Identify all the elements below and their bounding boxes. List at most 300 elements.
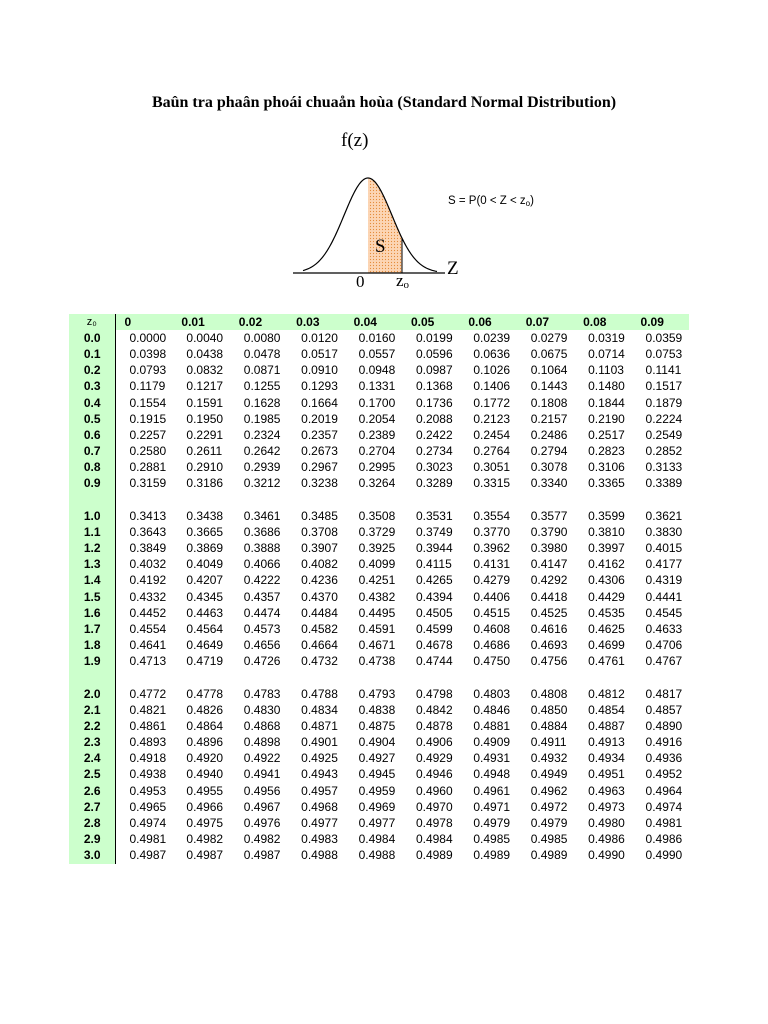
probability-cell: 0.4591: [358, 621, 396, 636]
probability-cell: 0.4896: [186, 735, 224, 750]
probability-cell: 0.4946: [415, 767, 453, 782]
probability-cell: 0.2054: [358, 411, 396, 426]
probability-cell: 0.4236: [301, 573, 338, 588]
probability-cell: 0.4893: [129, 735, 167, 750]
probability-cell: 0.4545: [645, 605, 683, 620]
table-row: [69, 702, 689, 718]
probability-cell: 0.4251: [358, 573, 396, 588]
probability-cell: 0.4951: [588, 767, 625, 782]
probability-cell: 0.0987: [415, 363, 453, 378]
probability-cell: 0.3340: [530, 476, 568, 491]
probability-cell: 0.4846: [473, 702, 511, 717]
probability-cell: 0.4573: [243, 621, 281, 636]
probability-cell: 0.0160: [358, 330, 396, 345]
probability-cell: 0.3315: [473, 476, 511, 491]
probability-cell: 0.4821: [129, 702, 167, 717]
probability-cell: 0.4971: [473, 799, 511, 814]
probability-cell: 0.4956: [243, 783, 281, 798]
probability-cell: 0.3365: [588, 476, 625, 491]
probability-cell: 0.4564: [186, 621, 224, 636]
row-z-value: 2.1: [69, 702, 115, 718]
probability-cell: 0.4972: [530, 799, 568, 814]
probability-cell: 0.4913: [588, 735, 625, 750]
row-z-value: 0.9: [69, 476, 115, 492]
probability-cell: 0.4744: [415, 654, 453, 669]
probability-cell: 0.1628: [243, 395, 281, 410]
table-row: [69, 654, 689, 670]
table-row: [69, 686, 689, 702]
probability-cell: 0.4943: [301, 767, 338, 782]
probability-cell: 0.2088: [415, 411, 453, 426]
probability-cell: 0.4976: [243, 816, 281, 831]
row-z-value: 1.8: [69, 638, 115, 654]
table-row: [69, 848, 689, 864]
table-row: [69, 476, 689, 492]
probability-formula: S = P(0 < Z < zo): [448, 195, 534, 208]
probability-cell: 0.4830: [243, 702, 281, 717]
normal-distribution-figure: [0, 0, 768, 300]
probability-cell: 0.4989: [473, 848, 511, 863]
probability-cell: 0.4778: [186, 686, 224, 701]
probability-cell: 0.2291: [186, 427, 224, 442]
probability-cell: 0.3461: [243, 508, 281, 523]
probability-cell: 0.4608: [473, 621, 511, 636]
probability-cell: 0.4429: [588, 589, 625, 604]
row-z-value: 2.5: [69, 767, 115, 783]
probability-cell: 0.4920: [186, 751, 224, 766]
probability-cell: 0.3790: [530, 524, 568, 539]
probability-cell: 0.1293: [301, 379, 338, 394]
probability-cell: 0.4884: [530, 718, 568, 733]
probability-cell: 0.4382: [358, 589, 396, 604]
table-row: [69, 767, 689, 783]
probability-cell: 0.4394: [415, 589, 453, 604]
spacer-cell: [69, 670, 115, 686]
row-z-value: 2.4: [69, 751, 115, 767]
probability-cell: 0.4115: [415, 557, 452, 572]
probability-cell: 0.3621: [645, 508, 683, 523]
probability-cell: 0.4265: [415, 573, 453, 588]
probability-cell: 0.0359: [645, 330, 683, 345]
probability-cell: 0.4842: [415, 702, 453, 717]
probability-cell: 0.4953: [129, 783, 167, 798]
probability-cell: 0.3186: [186, 476, 224, 491]
probability-cell: 0.4982: [243, 832, 281, 847]
probability-cell: 0.1368: [415, 379, 453, 394]
probability-cell: 0.1217: [186, 379, 224, 394]
probability-cell: 0.1664: [301, 395, 338, 410]
probability-cell: 0.4861: [129, 718, 167, 733]
column-header: 0.06: [468, 314, 492, 329]
probability-cell: 0.4986: [588, 832, 625, 847]
table-row: [69, 508, 689, 524]
probability-cell: 0.3925: [358, 541, 396, 556]
probability-cell: 0.4965: [129, 799, 167, 814]
probability-cell: 0.4940: [186, 767, 224, 782]
probability-cell: 0.4955: [186, 783, 224, 798]
probability-cell: 0.4881: [473, 718, 511, 733]
probability-cell: 0.4904: [358, 735, 396, 750]
probability-cell: 0.0239: [473, 330, 511, 345]
probability-cell: 0.3212: [243, 476, 281, 491]
probability-cell: 0.4987: [129, 848, 167, 863]
probability-cell: 0.4981: [129, 832, 167, 847]
probability-cell: 0.0040: [186, 330, 224, 345]
probability-cell: 0.2549: [645, 427, 683, 442]
probability-cell: 0.3289: [415, 476, 453, 491]
probability-cell: 0.4726: [243, 654, 281, 669]
probability-cell: 0.3106: [588, 460, 625, 475]
probability-cell: 0.4803: [473, 686, 511, 701]
probability-cell: 0.4952: [645, 767, 683, 782]
probability-cell: 0.4977: [301, 816, 338, 831]
probability-cell: 0.3051: [473, 460, 511, 475]
probability-cell: 0.3810: [588, 524, 625, 539]
probability-cell: 0.2157: [530, 411, 568, 426]
table-row: [69, 444, 689, 460]
z0-column-header: z₀: [69, 314, 115, 330]
probability-cell: 0.4834: [301, 702, 338, 717]
probability-cell: 0.4948: [473, 767, 511, 782]
probability-cell: 0.4911: [530, 735, 567, 750]
probability-cell: 0.4463: [186, 605, 224, 620]
probability-cell: 0.4988: [358, 848, 396, 863]
probability-cell: 0.2704: [358, 444, 396, 459]
probability-cell: 0.2823: [588, 444, 625, 459]
probability-cell: 0.4918: [129, 751, 167, 766]
probability-cell: 0.2019: [301, 411, 338, 426]
probability-cell: 0.1915: [129, 411, 167, 426]
probability-cell: 0.4649: [186, 638, 224, 653]
column-header: 0.03: [296, 314, 320, 329]
probability-cell: 0.3997: [588, 541, 625, 556]
probability-cell: 0.4370: [301, 589, 338, 604]
probability-cell: 0.4973: [588, 799, 625, 814]
probability-cell: 0.4625: [588, 621, 625, 636]
probability-cell: 0.4967: [243, 799, 281, 814]
probability-cell: 0.0517: [301, 346, 338, 361]
row-z-value: 1.1: [69, 524, 115, 540]
spacer-cell: [115, 670, 689, 686]
probability-cell: 0.4990: [645, 848, 683, 863]
probability-cell: 0.3577: [530, 508, 568, 523]
probability-cell: 0.4441: [645, 589, 683, 604]
table-row: [69, 589, 689, 605]
probability-cell: 0.4032: [129, 557, 167, 572]
probability-cell: 0.0910: [301, 363, 338, 378]
probability-cell: 0.4699: [588, 638, 625, 653]
probability-cell: 0.4887: [588, 718, 625, 733]
probability-cell: 0.4306: [588, 573, 625, 588]
probability-cell: 0.4878: [415, 718, 453, 733]
probability-cell: 0.4671: [358, 638, 396, 653]
probability-cell: 0.3749: [415, 524, 453, 539]
table-row: [69, 379, 689, 395]
probability-cell: 0.4901: [301, 735, 338, 750]
probability-cell: 0.4909: [473, 735, 511, 750]
probability-cell: 0.4969: [358, 799, 396, 814]
probability-cell: 0.0793: [129, 363, 167, 378]
probability-cell: 0.4875: [358, 718, 396, 733]
row-z-value: 1.0: [69, 508, 115, 524]
probability-cell: 0.4808: [530, 686, 568, 701]
column-header: 0: [124, 314, 132, 329]
probability-cell: 0.2995: [358, 460, 396, 475]
row-z-value: 1.9: [69, 654, 115, 670]
probability-cell: 0.1480: [588, 379, 625, 394]
probability-cell: 0.2881: [129, 460, 167, 475]
row-z-value: 1.2: [69, 540, 115, 556]
probability-cell: 0.4664: [301, 638, 338, 653]
probability-cell: 0.3264: [358, 476, 396, 491]
probability-cell: 0.4474: [243, 605, 281, 620]
probability-cell: 0.4192: [129, 573, 167, 588]
column-header: 0.07: [525, 314, 550, 329]
probability-cell: 0.4970: [415, 799, 453, 814]
column-header: 0.04: [353, 314, 377, 329]
probability-cell: 0.2257: [129, 427, 167, 442]
table-row: [69, 718, 689, 734]
column-header: 0.02: [238, 314, 263, 329]
probability-cell: 0.4941: [243, 767, 281, 782]
probability-cell: 0.4207: [186, 573, 224, 588]
probability-cell: 0.4793: [358, 686, 396, 701]
probability-cell: 0.4978: [415, 816, 453, 831]
table-row: [69, 638, 689, 654]
row-z-value: 0.7: [69, 444, 115, 460]
probability-cell: 0.4964: [645, 783, 683, 798]
table-row: [69, 557, 689, 573]
probability-cell: 0.3708: [301, 524, 338, 539]
probability-cell: 0.4147: [530, 557, 568, 572]
probability-cell: 0.2910: [186, 460, 224, 475]
probability-cell: 0.0636: [473, 346, 511, 361]
probability-cell: 0.1026: [473, 363, 511, 378]
probability-cell: 0.4049: [186, 557, 224, 572]
probability-cell: 0.1879: [645, 395, 683, 410]
probability-cell: 0.0557: [358, 346, 396, 361]
probability-cell: 0.4222: [243, 573, 281, 588]
probability-cell: 0.3508: [358, 508, 396, 523]
probability-cell: 0.4985: [530, 832, 568, 847]
table-row: [69, 363, 689, 379]
probability-cell: 0.0199: [415, 330, 453, 345]
probability-cell: 0.4890: [645, 718, 683, 733]
probability-cell: 0.4750: [473, 654, 511, 669]
page-title: Baûn tra phaân phoái chuaån hoùa (Standard Normal Distribution): [151, 94, 617, 111]
probability-cell: 0.4979: [530, 816, 568, 831]
probability-cell: 0.3238: [301, 476, 338, 491]
probability-cell: 0.0000: [129, 330, 167, 345]
probability-cell: 0.4961: [473, 783, 511, 798]
probability-cell: 0.2422: [415, 427, 453, 442]
probability-cell: 0.4357: [243, 589, 281, 604]
probability-cell: 0.2852: [645, 444, 683, 459]
probability-cell: 0.3962: [473, 541, 511, 556]
probability-cell: 0.0080: [243, 330, 281, 345]
probability-cell: 0.4854: [588, 702, 625, 717]
row-z-value: 1.4: [69, 573, 115, 589]
probability-cell: 0.4798: [415, 686, 453, 701]
group-spacer-row: [69, 670, 689, 686]
probability-cell: 0.1985: [243, 411, 281, 426]
group-spacer-row: [69, 492, 689, 508]
probability-cell: 0.4962: [530, 783, 568, 798]
probability-cell: 0.4418: [530, 589, 568, 604]
probability-cell: 0.4957: [301, 783, 338, 798]
probability-cell: 0.4772: [129, 686, 167, 701]
probability-cell: 0.3078: [530, 460, 568, 475]
probability-cell: 0.4406: [473, 589, 511, 604]
z-axis-label: Z: [447, 258, 459, 279]
probability-cell: 0.2224: [645, 411, 683, 426]
probability-cell: 0.4945: [358, 767, 396, 782]
row-z-value: 0.6: [69, 427, 115, 443]
table-row: [69, 832, 689, 848]
probability-cell: 0.4984: [415, 832, 453, 847]
probability-cell: 0.4732: [301, 654, 338, 669]
probability-cell: 0.4983: [301, 832, 338, 847]
probability-cell: 0.4319: [645, 573, 683, 588]
probability-cell: 0.4989: [415, 848, 453, 863]
probability-cell: 0.3485: [301, 508, 338, 523]
probability-cell: 0.4505: [415, 605, 453, 620]
column-header: 0.01: [181, 314, 205, 329]
probability-cell: 0.1141: [645, 363, 682, 378]
probability-cell: 0.2190: [588, 411, 625, 426]
probability-cell: 0.2389: [358, 427, 396, 442]
row-z-value: 1.3: [69, 557, 115, 573]
probability-cell: 0.4641: [129, 638, 167, 653]
probability-cell: 0.1591: [186, 395, 224, 410]
table-row: [69, 395, 689, 411]
probability-cell: 0.2580: [129, 444, 167, 459]
probability-cell: 0.4987: [243, 848, 281, 863]
row-z-value: 2.3: [69, 735, 115, 751]
probability-cell: 0.4279: [473, 573, 511, 588]
probability-cell: 0.2454: [473, 427, 511, 442]
probability-cell: 0.1179: [129, 379, 166, 394]
probability-cell: 0.3729: [358, 524, 396, 539]
probability-cell: 0.4633: [645, 621, 683, 636]
probability-cell: 0.4788: [301, 686, 338, 701]
probability-cell: 0.1406: [473, 379, 511, 394]
table-row: [69, 460, 689, 476]
probability-cell: 0.0714: [588, 346, 625, 361]
probability-cell: 0.3980: [530, 541, 568, 556]
table-row: [69, 573, 689, 589]
probability-cell: 0.0319: [588, 330, 625, 345]
probability-cell: 0.4826: [186, 702, 224, 717]
column-header: 0.09: [640, 314, 664, 329]
probability-cell: 0.2939: [243, 460, 281, 475]
probability-cell: 0.3830: [645, 524, 683, 539]
probability-cell: 0.3413: [129, 508, 167, 523]
table-row: [69, 621, 689, 637]
probability-cell: 0.4981: [645, 816, 683, 831]
probability-cell: 0.4554: [129, 621, 167, 636]
row-z-value: 2.9: [69, 832, 115, 848]
probability-cell: 0.0871: [243, 363, 281, 378]
probability-cell: 0.4082: [301, 557, 338, 572]
probability-cell: 0.4332: [129, 589, 167, 604]
probability-cell: 0.4767: [645, 654, 683, 669]
table-row: [69, 783, 689, 799]
probability-cell: 0.1103: [588, 363, 624, 378]
probability-cell: 0.3907: [301, 541, 338, 556]
row-z-value: 2.8: [69, 815, 115, 831]
probability-cell: 0.4963: [588, 783, 625, 798]
probability-cell: 0.4616: [530, 621, 568, 636]
column-header: 0.08: [583, 314, 607, 329]
probability-cell: 0.1772: [473, 395, 511, 410]
probability-cell: 0.3438: [186, 508, 224, 523]
probability-cell: 0.4535: [588, 605, 625, 620]
probability-cell: 0.4987: [186, 848, 224, 863]
probability-cell: 0.3686: [243, 524, 281, 539]
probability-cell: 0.4850: [530, 702, 568, 717]
row-z-value: 2.7: [69, 799, 115, 815]
probability-cell: 0.2611: [186, 444, 223, 459]
probability-cell: 0.0438: [186, 346, 224, 361]
probability-cell: 0.4975: [186, 816, 224, 831]
probability-cell: 0.3554: [473, 508, 511, 523]
probability-cell: 0.4015: [645, 541, 683, 556]
probability-cell: 0.0596: [415, 346, 453, 361]
probability-cell: 0.4931: [473, 751, 511, 766]
probability-cell: 0.3849: [129, 541, 167, 556]
probability-cell: 0.1443: [530, 379, 568, 394]
probability-cell: 0.4938: [129, 767, 167, 782]
probability-cell: 0.4906: [415, 735, 453, 750]
probability-cell: 0.4974: [645, 799, 683, 814]
probability-cell: 0.3770: [473, 524, 511, 539]
table-row: [69, 427, 689, 443]
probability-cell: 0.4292: [530, 573, 568, 588]
probability-cell: 0.0120: [301, 330, 338, 345]
probability-cell: 0.1517: [645, 379, 683, 394]
spacer-cell: [69, 492, 115, 508]
row-z-value: 2.0: [69, 686, 115, 702]
probability-cell: 0.4925: [301, 751, 338, 766]
probability-cell: 0.4966: [186, 799, 224, 814]
probability-cell: 0.0478: [243, 346, 281, 361]
probability-cell: 0.4922: [243, 751, 281, 766]
probability-cell: 0.4812: [588, 686, 625, 701]
table-row: [69, 751, 689, 767]
fz-axis-label: f(z): [341, 130, 369, 151]
probability-cell: 0.4656: [243, 638, 281, 653]
table-row: [69, 735, 689, 751]
row-z-value: 1.7: [69, 621, 115, 637]
probability-cell: 0.4131: [473, 557, 511, 572]
row-z-value: 0.3: [69, 379, 115, 395]
row-z-value: 2.6: [69, 783, 115, 799]
probability-cell: 0.4582: [301, 621, 338, 636]
probability-cell: 0.4986: [645, 832, 683, 847]
probability-cell: 0.4452: [129, 605, 167, 620]
probability-cell: 0.4979: [473, 816, 511, 831]
probability-cell: 0.4929: [415, 751, 453, 766]
probability-cell: 0.0753: [645, 346, 683, 361]
spacer-cell: [115, 492, 689, 508]
probability-cell: 0.4936: [645, 751, 683, 766]
table-row: [69, 346, 689, 362]
probability-cell: 0.3665: [186, 524, 224, 539]
probability-cell: 0.4495: [358, 605, 396, 620]
probability-cell: 0.4934: [588, 751, 625, 766]
probability-cell: 0.3599: [588, 508, 625, 523]
